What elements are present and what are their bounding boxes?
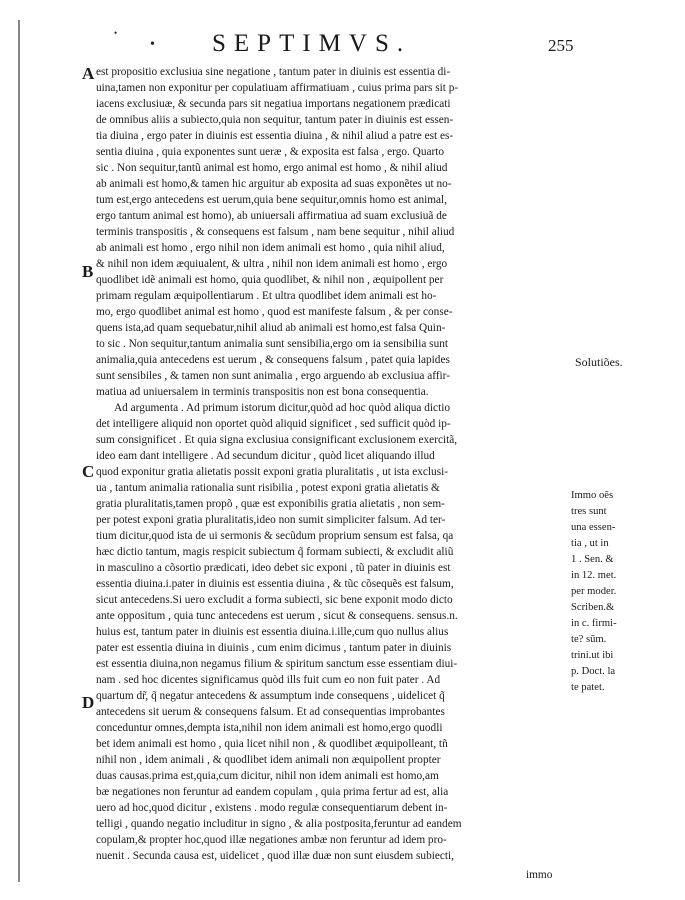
text-line: antecedens sit uerum & consequens falsum. Et ad consequentias improbantes: [96, 706, 445, 718]
text-line: iacens exclusiuæ, & secunda pars sit negatiua importans negationem prædicati: [96, 98, 451, 110]
text-line: est propositio exclusiua sine negatione , tantum pater in diuinis est essentia di-: [96, 66, 451, 78]
text-line: bæ negationes non feruntur ad eandem copulam , quia prima fertur ad est, alia: [96, 786, 449, 798]
text-line: ab animali est homo,& tamen hic arguitur ab exposita ad suas exponẽtes ut no-: [96, 178, 452, 190]
text-line: conceduntur omnes,dempta ista,nihil non idem animali est homo,ergo quodli: [96, 722, 443, 734]
running-title: SEPTIMVS.: [212, 30, 412, 57]
text-line: animalia,quia antecedens est uerum , & consequens falsum , patet quia lapides: [96, 354, 450, 366]
text-line: uero ad hoc,quod dicitur , existens . modo regulæ consequentiarum debent in-: [96, 802, 448, 814]
text-line: per potest exponi gratia pluralitatis,ideo non sumit simpliciter falsum. Ad ter-: [96, 514, 446, 526]
text-line: det intelligere aliquid non oportet quòd aliquid significet , sed sufficit quòd ip-: [96, 418, 451, 430]
text-line: de omnibus aliis a subiecto,quia non sequitur, tantum pater in diuinis est essen-: [96, 114, 454, 126]
text-line: quartum dr̃, q̃ negatur antecedens & assumptum inde consequens , uidelicet q̃: [96, 690, 445, 702]
catchword: immo: [526, 869, 553, 881]
text-line: quens ista,ad quam sequebatur,nihil aliud ab animali est homo,est falsa Quin-: [96, 322, 446, 334]
text-line: mo, ergo quodlibet animal est homo , quod est manifeste falsum , & per conse-: [96, 306, 453, 318]
text-line: ante oppositum , quia tunc antecedens est uerum , sicut & consequens. sensus.n.: [96, 610, 458, 622]
text-line: in masculino a cõsortio prædicati, ideo debet sic exponi , tũ pater in diuinis est: [96, 562, 451, 574]
text-line: Ad argumenta . Ad primum istorum dicitur,quòd ad hoc quòd aliqua dictio: [114, 402, 450, 414]
text-line: huius est, tantum pater in diuinis est essentia diuina.i.ille,cum quo nullus alius: [96, 626, 449, 638]
margin-note-line: trini.ut ibi: [571, 650, 614, 661]
text-line: sicut antecedens.Si uero excludit a forma subiecti, sic bene exponit modo dicto: [96, 594, 453, 606]
text-line: terminis transpositis , & consequens est falsum , nam bene sequitur , nihil aliud: [96, 226, 455, 238]
main-text-column: [96, 64, 568, 864]
text-line: ideo eam dant intelligere . Ad secundum dicitur , quòd licet aliquando illud: [96, 450, 435, 462]
margin-note-line: tia , ut in: [571, 538, 609, 549]
text-line: ergo tantum animal est homo), ab uniuersali affirmatiua ad suam exclusiuã de: [96, 210, 447, 222]
text-line: quod exponitur gratia alietatis possit exponi gratia pluralitatis , ut ista exclusi-: [96, 466, 449, 478]
text-line: matiua ad uniuersalem in terminis transpositis non est bona consequentia.: [96, 386, 429, 398]
text-line: uina,tamen non exponitur per copulatiuam affirmatiuam , cuius prima pars sit p-: [96, 82, 459, 94]
text-line: duas causas.prima est,quia,cum dicitur, nihil non idem animali est homo,am: [96, 770, 439, 782]
margin-note-line: tres sunt: [571, 506, 607, 517]
text-line: est essentia diuina,non negamus filium & spiritum sanctum esse essentiam diui-: [96, 658, 458, 670]
text-line: sunt sensibiles , & tamen non sunt animalia , ergo arguendo ab exclusiua affir-: [96, 370, 450, 382]
text-line: tium dicitur,quod ista de ui sermonis & secũdum proprium sensum est falsa, qa: [96, 530, 454, 542]
margin-note-line: p. Doct. la: [571, 666, 616, 677]
gutter-rule: [18, 20, 20, 882]
text-line: hæc dictio tantum, magis respicit subiectum q̃ formam subiecti, & excludit aliũ: [96, 546, 454, 558]
margin-note-line: in 12. met.: [571, 570, 617, 581]
text-line: nihil non , idem animali , & quodlibet idem animali non æquipollent propter: [96, 754, 441, 766]
margin-letter-c: C: [82, 462, 95, 481]
text-line: nuenit . Secunda causa est, uidelicet , quod illæ duæ non sunt eiusdem subiecti,: [96, 850, 454, 862]
page-number: 255: [548, 36, 574, 55]
text-line: ab animali est homo , ergo nihil non idem animali est homo , quia nihil aliud,: [96, 242, 445, 254]
text-line: & nihil non idem æquiualent, & ultra , nihil non idem animali est homo , ergo: [96, 258, 448, 270]
margin-heading: Solutiões.: [575, 355, 623, 369]
margin-letter-d: D: [82, 693, 95, 712]
margin-letter-b: B: [82, 262, 94, 281]
text-line: quodlibet idẽ animali est homo, quia quodlibet, & nihil non , æquipollent per: [96, 274, 444, 286]
text-line: to sic . Non sequitur,tantum animalia sunt sensibilia,ergo om ia sensibilia sunt: [96, 338, 449, 350]
margin-note-line: Immo oẽs: [571, 490, 614, 501]
text-line: telligi , quando negatio includitur in signo , & alia postposita,feruntur ad eandem: [96, 818, 462, 830]
text-line: nam . sed hoc dicentes significamus quòd ills fuit cum eo non fuit pater . Ad: [96, 674, 441, 686]
text-line: tum est,ergo antecedens est uerum,quia bene sequitur,omnis homo est animal,: [96, 194, 448, 206]
margin-note-line: 1 . Sen. &: [571, 554, 614, 565]
text-line: copulam,& propter hoc,quod illæ negationes ambæ non feruntur ad idem pro-: [96, 834, 447, 846]
margin-note: [571, 488, 679, 696]
header-bullet: •: [150, 37, 155, 52]
text-line: sic . Non sequitur,tantũ animal est homo, ergo animal est homo , & nihil aliud: [96, 162, 448, 174]
margin-note-line: una essen-: [571, 522, 616, 533]
text-line: pater est essentia diuina in diuinis , cum enim dicimus , tantum pater in diuinis: [96, 642, 452, 654]
margin-letter-a: A: [82, 64, 95, 83]
text-line: bet idem animali est homo , quia licet nihil non , & quodlibet æquipolleant, tñ: [96, 738, 448, 750]
margin-note-line: in c. firmi-: [571, 618, 617, 629]
top-mark: •: [114, 28, 118, 38]
text-line: sentia diuina , quia exponentes sunt ueræ , & exposita est falsa , ergo. Quarto: [96, 146, 445, 158]
text-line: tia diuina , ergo pater in diuinis est essentia diuina , & nihil aliud a patre est es-: [96, 130, 454, 142]
text-line: essentia diuina.i.pater in diuinis est essentia diuina , & tũc cõsequẽs est falsum,: [96, 578, 454, 590]
margin-note-line: te patet.: [571, 682, 605, 693]
text-line: primam regulam æquipollentiarum . Et ultra quodlibet idem animali est ho-: [96, 290, 437, 302]
margin-note-line: te? sũm.: [571, 634, 607, 645]
text-line: ua , tantum animalia rationalia sunt risibilia , potest exponi gratia alietatis &: [96, 482, 440, 494]
text-line: gratia pluralitatis,tamen propõ , quæ est exponibilis gratia alietatis , non sem-: [96, 498, 445, 510]
margin-note-line: per moder.: [571, 586, 617, 597]
text-line: sum consignificet . Et quia signa exclusiua consignificant exclusionem exercitã,: [96, 434, 458, 446]
running-header: [150, 30, 580, 60]
margin-note-line: Scriben.&: [571, 602, 615, 613]
